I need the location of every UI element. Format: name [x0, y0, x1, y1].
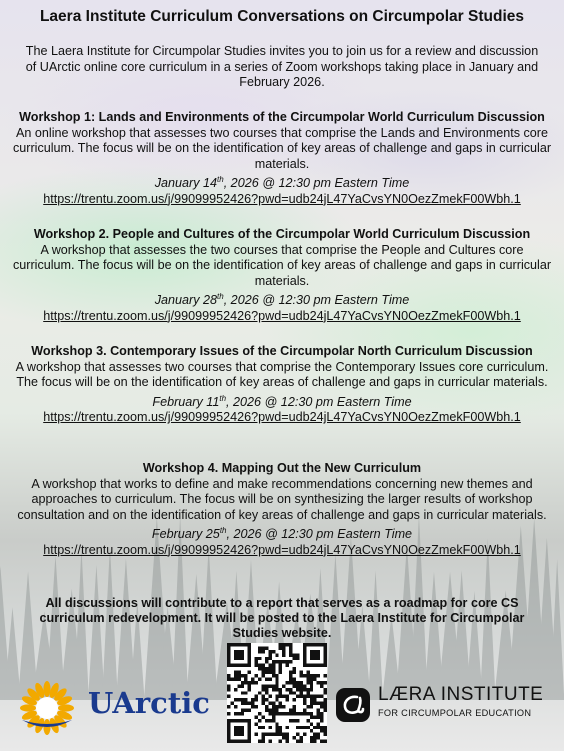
- page-title: Laera Institute Curriculum Conversations on Circumpolar Studies: [39, 8, 525, 25]
- closing-statement: All discussions will contribute to a report that serves as a roadmap for core CS curriculum redevelopment. It will be posted to the Laera Institute for Circumpolar Studies website.: [39, 596, 525, 640]
- workshop-3-date: February 11th, 2026 @ 12:30 pm Eastern Time: [152, 393, 412, 409]
- workshop-2-description: A workshop that assesses the two courses that comprise the People and Cultures core curriculum. The focus will be on the identification of key areas of challenge and gaps in curricular materials.: [12, 242, 552, 288]
- laera-logo-icon: [336, 688, 370, 722]
- workshop-3: [8, 344, 556, 426]
- workshop-3-zoom-link[interactable]: https://trentu.zoom.us/j/99099952426?pwd=udb24jL47YaCvsYN0OezZmekF00Wbh.1: [43, 410, 521, 425]
- workshop-4-date: February 25th, 2026 @ 12:30 pm Eastern Time: [151, 526, 413, 542]
- laera-tagline: FOR CIRCUMPOLAR EDUCATION: [378, 708, 532, 718]
- workshop-1-heading: Workshop 1: Lands and Environments of the Circumpolar World Curriculum Discussion: [19, 110, 545, 124]
- laera-institute-logo[interactable]: [336, 686, 558, 726]
- uarctic-sun-logo-icon: [14, 676, 80, 736]
- workshop-1: [8, 110, 556, 207]
- workshop-4-description: A workshop that works to define and make recommendations concerning new themes and approaches to curriculum. The focus will be on synthesizing the larger results of workshop consultation and on the identification of key areas of challenge and gaps in curricular materials.: [17, 476, 547, 522]
- workshop-3-heading: Workshop 3. Contemporary Issues of the Circumpolar North Curriculum Discussion: [31, 344, 533, 358]
- intro-paragraph: The Laera Institute for Circumpolar Studies invites you to join us for a review and discussion of UArctic online core curriculum in a series of Zoom workshops taking place in January and February 2026.: [25, 44, 539, 89]
- laera-wordmark: LÆRA INSTITUTE: [378, 684, 544, 705]
- workshop-4-heading: Workshop 4. Mapping Out the New Curriculum: [142, 461, 422, 475]
- workshop-2-heading: Workshop 2. People and Cultures of the Circumpolar World Curriculum Discussion: [33, 227, 531, 241]
- qr-code-icon[interactable]: [227, 643, 327, 743]
- workshop-1-description: An online workshop that assesses two courses that comprise the Lands and Environments core curriculum. The focus will be on the identification of key areas of challenge and gaps in curricular materials.: [12, 125, 552, 171]
- workshop-4: [8, 461, 556, 558]
- workshop-2-zoom-link[interactable]: https://trentu.zoom.us/j/99099952426?pwd=udb24jL47YaCvsYN0OezZmekF00Wbh.1: [43, 308, 521, 323]
- uarctic-logo[interactable]: [14, 676, 224, 736]
- workshop-3-description: A workshop that assesses two courses that comprise the Contemporary Issues core curriculum. The focus will be on the identification of key areas of challenge and gaps in curricular materials.: [15, 359, 549, 389]
- workshop-2-date: January 28th, 2026 @ 12:30 pm Eastern Time: [154, 292, 410, 308]
- workshop-1-zoom-link[interactable]: https://trentu.zoom.us/j/99099952426?pwd=udb24jL47YaCvsYN0OezZmekF00Wbh.1: [43, 191, 521, 206]
- workshop-2: [8, 227, 556, 324]
- uarctic-wordmark: UArctic: [88, 686, 210, 720]
- workshop-4-zoom-link[interactable]: https://trentu.zoom.us/j/99099952426?pwd=udb24jL47YaCvsYN0OezZmekF00Wbh.1: [43, 542, 521, 557]
- workshop-1-date: January 14th, 2026 @ 12:30 pm Eastern Time: [154, 175, 410, 191]
